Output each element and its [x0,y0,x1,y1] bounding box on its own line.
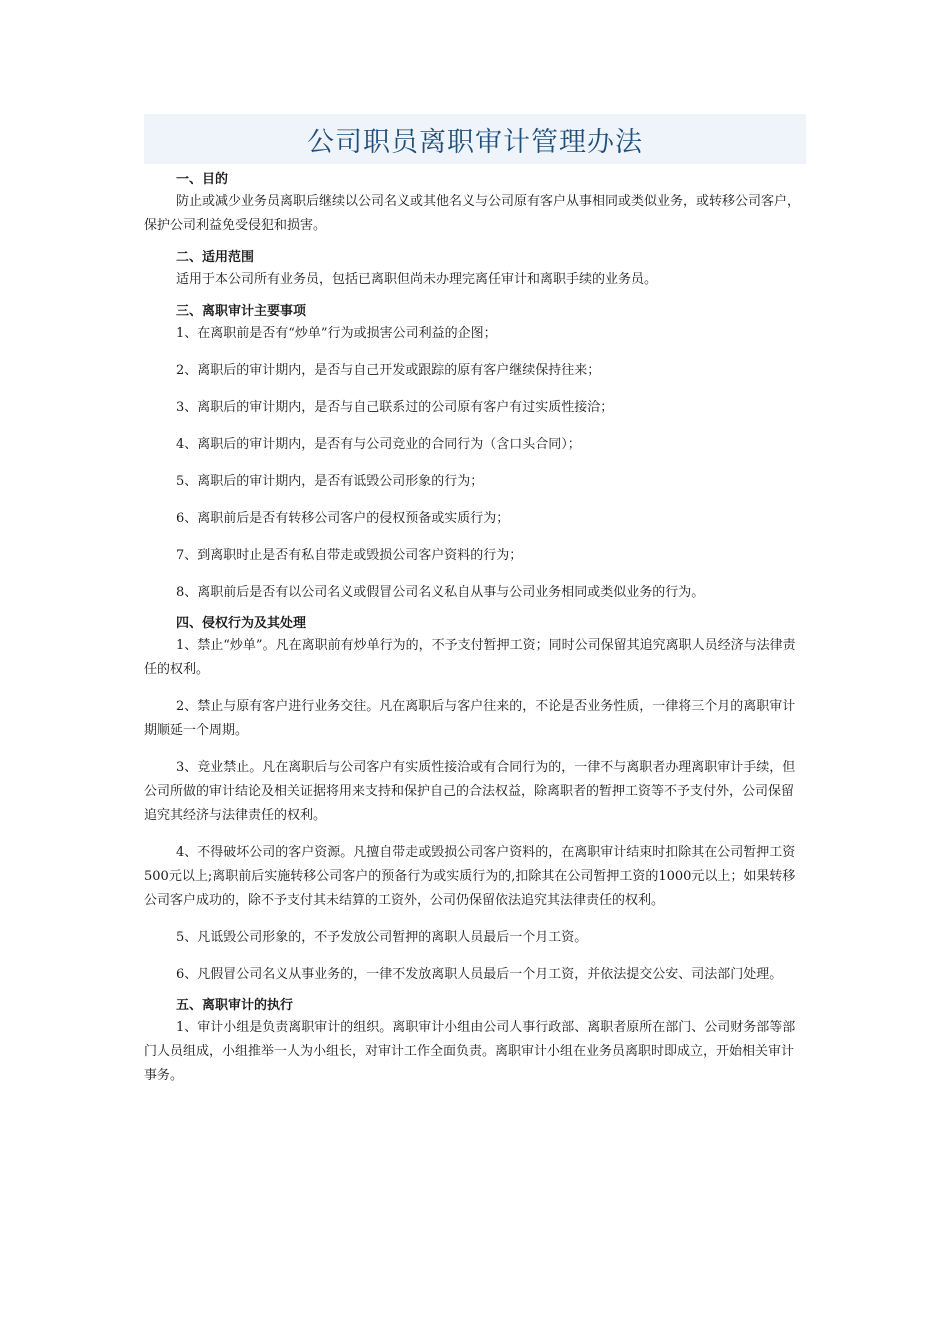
list-item: 7、到离职时止是否有私自带走或毁损公司客户资料的行为； [176,548,523,563]
document-page [144,114,806,1088]
list-item: 8、离职前后是否有以公司名义或假冒公司名义私自从事与公司业务相同或类似业务的行为。 [176,585,705,600]
list-item: 2、离职后的审计期内，是否与自己开发或跟踪的原有客户继续保持往来； [176,363,601,378]
section-paragraph: 1、审计小组是负责离职审计的组织。离职审计小组由公司人事行政部、离职者原所在部门、公司财务部等部门人员组成，小组推举一人为小组长，对审计工作全面负责。离职审计小组在业务员离职时即成立，开始相关审计事务。 [144,1020,796,1083]
document-title: 公司职员离职审计管理办法 [307,126,643,158]
list-item: 1、在离职前是否有“炒单”行为或损害公司利益的企图； [176,326,497,341]
section-heading-purpose: 一、目的 [176,172,229,187]
section-paragraph: 防止或减少业务员离职后继续以公司名义或其他名义与公司原有客户从事相同或类似业务，或转移公司客户，保护公司利益免受侵犯和损害。 [144,194,801,233]
section-heading-scope: 二、适用范围 [176,250,255,265]
list-item: 5、离职后的审计期内，是否有诋毁公司形象的行为； [176,474,484,489]
section-heading-infringement: 四、侵权行为及其处理 [176,616,307,631]
list-item: 4、不得破坏公司的客户资源。凡擅自带走或毁损公司客户资料的，在离职审计结束时扣除其在公司暂押工资500元以上;离职前后实施转移公司客户的预备行为或实质行为的,扣除其在公司暂押工资的1000元以上；如果转移公司客户成功的，除不予支付其未结算的工资外，公司仍保留依法追究其法律责任的权利。 [144,845,796,908]
list-item: 2、禁止与原有客户进行业务交往。凡在离职后与客户往来的，不论是否业务性质，一律将三个月的离职审计期顺延一个周期。 [144,699,796,738]
list-item: 1、禁止“炒单”。凡在离职前有炒单行为的，不予支付暂押工资；同时公司保留其追究离职人员经济与法律责任的权利。 [144,638,796,677]
list-item: 3、竞业禁止。凡在离职后与公司客户有实质性接洽或有合同行为的，一律不与离职者办理离职审计手续，但公司所做的审计结论及相关证据将用来支持和保护自己的合法权益，除离职者的暂押工资等不予支付外，公司保留追究其经济与法律责任的权利。 [144,760,796,823]
list-item: 3、离职后的审计期内，是否与自己联系过的公司原有客户有过实质性接洽； [176,400,614,415]
title-banner [144,114,806,164]
section-heading-execution: 五、离职审计的执行 [176,998,294,1013]
list-item: 6、凡假冒公司名义从事业务的，一律不发放离职人员最后一个月工资，并依法提交公安、司法部门处理。 [176,967,783,982]
section-heading-audit-items: 三、离职审计主要事项 [176,304,307,319]
list-item: 5、凡诋毁公司形象的，不予发放公司暂押的离职人员最后一个月工资。 [176,930,588,945]
list-item: 4、离职后的审计期内，是否有与公司竞业的合同行为（含口头合同）； [176,437,581,452]
list-item: 6、离职前后是否有转移公司客户的侵权预备或实质行为； [176,511,510,526]
section-paragraph: 适用于本公司所有业务员，包括已离职但尚未办理完离任审计和离职手续的业务员。 [176,272,658,287]
